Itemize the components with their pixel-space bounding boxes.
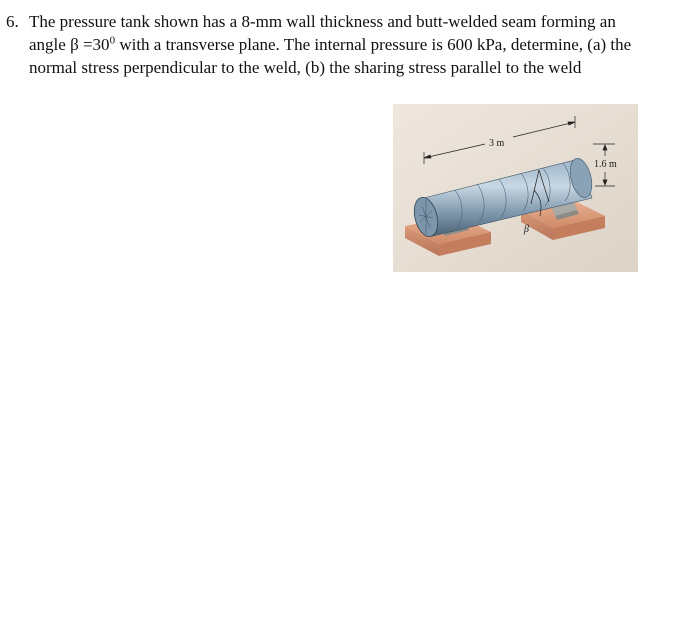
degree-superscript: 0 xyxy=(109,34,116,47)
problem-text xyxy=(29,10,656,79)
problem-text-part1: The pressure tank shown has a 8-mm wall thickness and butt-welded seam forming an angle β =30 xyxy=(29,12,616,54)
diameter-label: 1.6 m xyxy=(594,159,617,170)
problem-text-part2: with a transverse plane. The internal pressure is 600 kPa, determine, (a) the normal stress perpendicular to the weld, (b) the sharing stress parallel to the weld xyxy=(29,35,632,77)
problem-number: 6. xyxy=(6,12,19,31)
tank-illustration xyxy=(393,104,638,272)
pressure-tank-figure xyxy=(393,104,638,272)
problem-statement xyxy=(6,10,656,79)
angle-label: β xyxy=(524,224,529,235)
length-label: 3 m xyxy=(489,138,505,149)
